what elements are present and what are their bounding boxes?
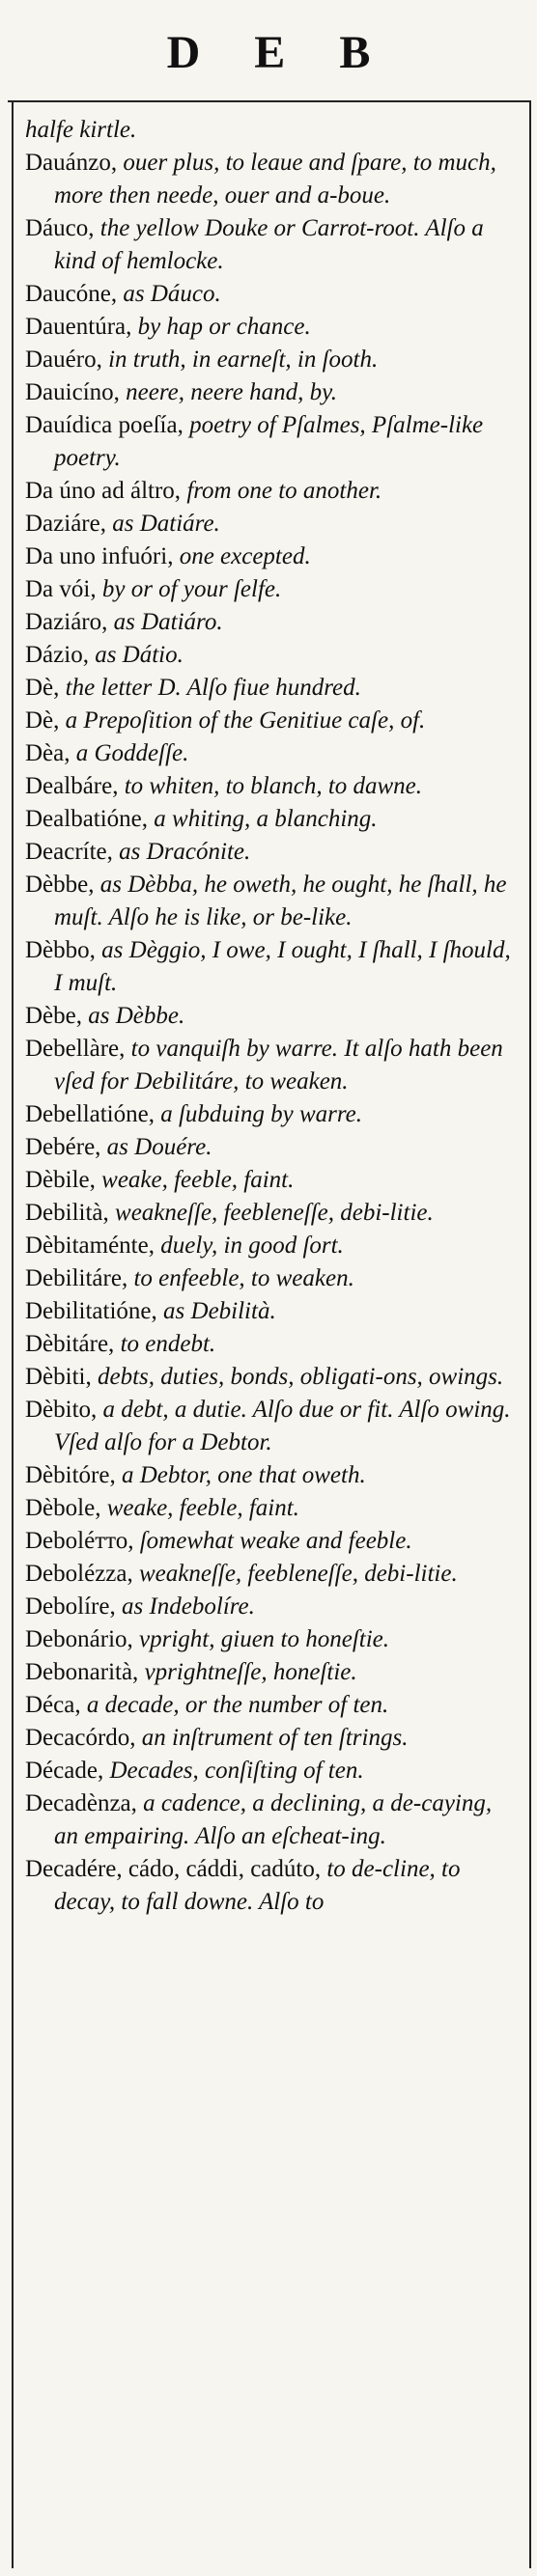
entry-gloss: a Debtor, one that oweth. xyxy=(115,1462,366,1488)
dictionary-entry xyxy=(25,1459,518,1492)
entry-gloss: the letter D. Alſo fiue hundred. xyxy=(59,675,361,701)
entry-gloss: by or of your ſelfe. xyxy=(96,576,282,602)
entry-gloss: to endebt. xyxy=(114,1331,216,1357)
entry-lemma: Dèbito, xyxy=(25,1397,98,1423)
entry-gloss: poetry of Pſalmes, Pſalme-like poetry. xyxy=(54,412,484,471)
entry-gloss: as Dáuco. xyxy=(117,281,221,307)
dictionary-entry xyxy=(25,1525,518,1558)
entry-lemma: Dauentúra, xyxy=(25,314,132,340)
dictionary-entry xyxy=(25,1787,518,1853)
entry-lemma: Dèbile, xyxy=(25,1167,96,1193)
dictionary-entry xyxy=(25,934,518,1000)
dictionary-entry xyxy=(25,1000,518,1033)
entry-gloss: duely, in good ſort. xyxy=(154,1233,344,1259)
entry-lemma: Debilitáre, xyxy=(25,1265,128,1291)
dictionary-entry xyxy=(25,1853,518,1919)
dictionary-entry xyxy=(25,1591,518,1623)
entry-gloss: a whiting, a blanching. xyxy=(148,806,378,832)
entry-gloss: vprightneſſe, honeſtie. xyxy=(138,1659,357,1685)
dictionary-entry xyxy=(25,737,518,770)
top-rule xyxy=(8,100,529,102)
entry-lemma: Debére, xyxy=(25,1134,101,1160)
entry-lemma: Debellatióne, xyxy=(25,1101,155,1127)
dictionary-entry xyxy=(25,770,518,803)
entry-gloss: as Douére. xyxy=(100,1134,212,1160)
entry-gloss: ouer plus, to leaue and ſpare, to much, more then neede, ouer and a-boue. xyxy=(54,150,496,208)
entry-gloss: a ſubduing by warre. xyxy=(154,1101,363,1127)
dictionary-entry xyxy=(25,1295,518,1328)
entry-lemma: Daziáro, xyxy=(25,609,108,635)
entry-lemma: Dázio, xyxy=(25,642,89,668)
entry-gloss: as Dracónite. xyxy=(112,839,251,865)
entry-lemma: Dealbáre, xyxy=(25,773,119,799)
entry-lemma: Dèa, xyxy=(25,740,71,766)
entry-lemma: Dáuco, xyxy=(25,215,95,241)
entry-lemma: Debellàre, xyxy=(25,1036,126,1062)
entry-gloss: to vanquiſh by warre. It alſo hath been vſed for Debilitáre, to weaken. xyxy=(54,1036,503,1094)
entry-lemma: Dèbiti, xyxy=(25,1364,92,1390)
dictionary-entry xyxy=(25,573,518,606)
dictionary-entry xyxy=(25,1131,518,1164)
dictionary-entry xyxy=(25,376,518,409)
page-title: D E B xyxy=(166,27,392,78)
entry-lemma: Da vói, xyxy=(25,576,97,602)
dictionary-entry xyxy=(25,147,518,212)
right-rule xyxy=(529,100,531,2568)
dictionary-entry xyxy=(25,311,518,344)
entry-gloss: the yellow Douke or Carrot-root. Alſo a kind of hemlocke. xyxy=(54,215,484,274)
entry-gloss: as Datiáro. xyxy=(107,609,223,635)
dictionary-entry xyxy=(25,639,518,672)
dictionary-entry xyxy=(25,1197,518,1230)
entry-gloss: as Indebolíre. xyxy=(115,1593,255,1620)
dictionary-entry xyxy=(25,1361,518,1394)
dictionary-entry xyxy=(25,672,518,705)
dictionary-entry xyxy=(25,1492,518,1525)
dictionary-entry xyxy=(25,1394,518,1459)
entry-lemma: Dèbe, xyxy=(25,1003,82,1029)
entry-gloss: to whiten, to blanch, to dawne. xyxy=(118,773,423,799)
entry-gloss: a decade, or the number of ten. xyxy=(80,1692,389,1718)
entry-lemma: Dèbitáre, xyxy=(25,1331,115,1357)
entry-gloss: to enfeeble, to weaken. xyxy=(127,1265,354,1291)
dictionary-entry xyxy=(25,1328,518,1361)
entry-lemma: Deacríte, xyxy=(25,839,113,865)
dictionary-entry xyxy=(25,475,518,508)
entry-gloss: vpright, giuen to honeſtie. xyxy=(132,1626,390,1652)
entry-gloss: a Prepoſition of the Genitiue caſe, of. xyxy=(59,707,426,734)
dictionary-entry xyxy=(25,869,518,934)
entry-lemma: Debonarità, xyxy=(25,1659,139,1685)
entry-lemma: Da úno ad áltro, xyxy=(25,478,182,504)
entry-gloss: as Dèggio, I owe, I ought, I ſhall, I ſhould, I muſt. xyxy=(54,937,511,996)
dictionary-entry xyxy=(25,212,518,278)
entry-lemma: Debonário, xyxy=(25,1626,133,1652)
dictionary-column xyxy=(25,114,518,1919)
dictionary-entry xyxy=(25,836,518,869)
entry-lemma: Dealbatióne, xyxy=(25,806,149,832)
entry-gloss: weakneſſe, feebleneſſe, debi-litie. xyxy=(132,1561,458,1587)
entry-lemma: Da uno infuóri, xyxy=(25,543,174,569)
dictionary-entry xyxy=(25,705,518,737)
dictionary-entry xyxy=(25,1164,518,1197)
entry-gloss: as Datiáre. xyxy=(105,511,220,537)
entry-gloss: as Dèbbe. xyxy=(82,1003,185,1029)
entry-gloss: weake, feeble, faint. xyxy=(95,1167,295,1193)
entry-gloss: debts, duties, bonds, obligati-ons, owings. xyxy=(91,1364,504,1390)
dictionary-entry xyxy=(25,540,518,573)
entry-gloss: neere, neere hand, by. xyxy=(119,379,338,405)
entry-gloss: as Dátio. xyxy=(88,642,184,668)
entry-lemma: Dè, xyxy=(25,707,60,734)
entry-lemma: Dèbitóre, xyxy=(25,1462,116,1488)
entry-lemma: Dèbole, xyxy=(25,1495,101,1521)
entry-gloss: ſomewhat weake and feeble. xyxy=(133,1528,412,1554)
dictionary-entry xyxy=(25,1098,518,1131)
left-rule xyxy=(12,100,14,2568)
entry-gloss: weake, feeble, faint. xyxy=(100,1495,299,1521)
entry-gloss: weakneſſe, feebleneſſe, debi-litie. xyxy=(108,1200,434,1226)
entry-lemma: Dauéro, xyxy=(25,346,102,373)
dictionary-entry xyxy=(25,1033,518,1098)
entry-lemma: Déca, xyxy=(25,1692,81,1718)
dictionary-entry xyxy=(25,508,518,540)
entry-lemma: Dèbbo, xyxy=(25,937,96,963)
entry-gloss: Decades, conſiſting of ten. xyxy=(103,1758,364,1784)
entry-lemma: Dèbbe, xyxy=(25,872,95,898)
entry-lemma: Decadére, cádo, cáddi, cadúto, xyxy=(25,1856,322,1882)
entry-gloss: an inſtrument of ten ſtrings. xyxy=(135,1725,409,1751)
dictionary-entry xyxy=(25,606,518,639)
dictionary-entry xyxy=(25,1623,518,1656)
entry-lemma: Dauídica poeſía, xyxy=(25,412,184,438)
entry-gloss: as Debilità. xyxy=(156,1298,276,1324)
entry-lemma: Debolézza, xyxy=(25,1561,133,1587)
dictionary-entry xyxy=(25,1558,518,1591)
dictionary-entry xyxy=(25,344,518,376)
page-header xyxy=(0,0,537,106)
entry-lemma: Daziáre, xyxy=(25,511,106,537)
dictionary-entry xyxy=(25,1656,518,1689)
entry-gloss: in truth, in earneſt, in ſooth. xyxy=(101,346,379,373)
entry-lemma: Deboléтто, xyxy=(25,1528,134,1554)
dictionary-entry xyxy=(25,1755,518,1787)
entry-lemma: Daucóne, xyxy=(25,281,118,307)
entry-lemma: Debolíre, xyxy=(25,1593,116,1620)
entry-gloss: by hap or chance. xyxy=(131,314,311,340)
entry-lemma: Décade, xyxy=(25,1758,104,1784)
dictionary-entry xyxy=(25,1262,518,1295)
entry-gloss: one excepted. xyxy=(173,543,311,569)
dictionary-entry xyxy=(25,278,518,311)
entry-gloss: to de-cline, to decay, to fall downe. Alſo to xyxy=(54,1856,461,1915)
dictionary-entry xyxy=(25,409,518,475)
entry-gloss: a debt, a dutie. Alſo due or fit. Alſo owing. Vſed alſo for a Debtor. xyxy=(54,1397,511,1455)
entry-gloss: from one to another. xyxy=(181,478,382,504)
entry-gloss: as Dèbba, he oweth, he ought, he ſhall, he muſt. Alſo he is like, or be-like. xyxy=(54,872,507,930)
entry-lemma: Debilità, xyxy=(25,1200,109,1226)
entry-lemma: Dè, xyxy=(25,675,60,701)
dictionary-entry xyxy=(25,1689,518,1722)
dictionary-entry xyxy=(25,1230,518,1262)
dictionary-entry xyxy=(25,114,518,147)
dictionary-entry xyxy=(25,803,518,836)
dictionary-entry xyxy=(25,1722,518,1755)
entry-gloss: a cadence, a declining, a de-caying, an empairing. Alſo an eſcheat-ing. xyxy=(54,1790,493,1849)
entry-lemma: Dauánzo, xyxy=(25,150,118,176)
entry-gloss: halfe kirtle. xyxy=(25,117,137,143)
entry-lemma: Decacórdo, xyxy=(25,1725,136,1751)
entry-gloss: a Goddeſſe. xyxy=(70,740,189,766)
entry-lemma: Dèbitaménte, xyxy=(25,1233,155,1259)
entry-lemma: Dauicíno, xyxy=(25,379,120,405)
entry-lemma: Decadènza, xyxy=(25,1790,137,1816)
entry-lemma: Debilitatióne, xyxy=(25,1298,157,1324)
